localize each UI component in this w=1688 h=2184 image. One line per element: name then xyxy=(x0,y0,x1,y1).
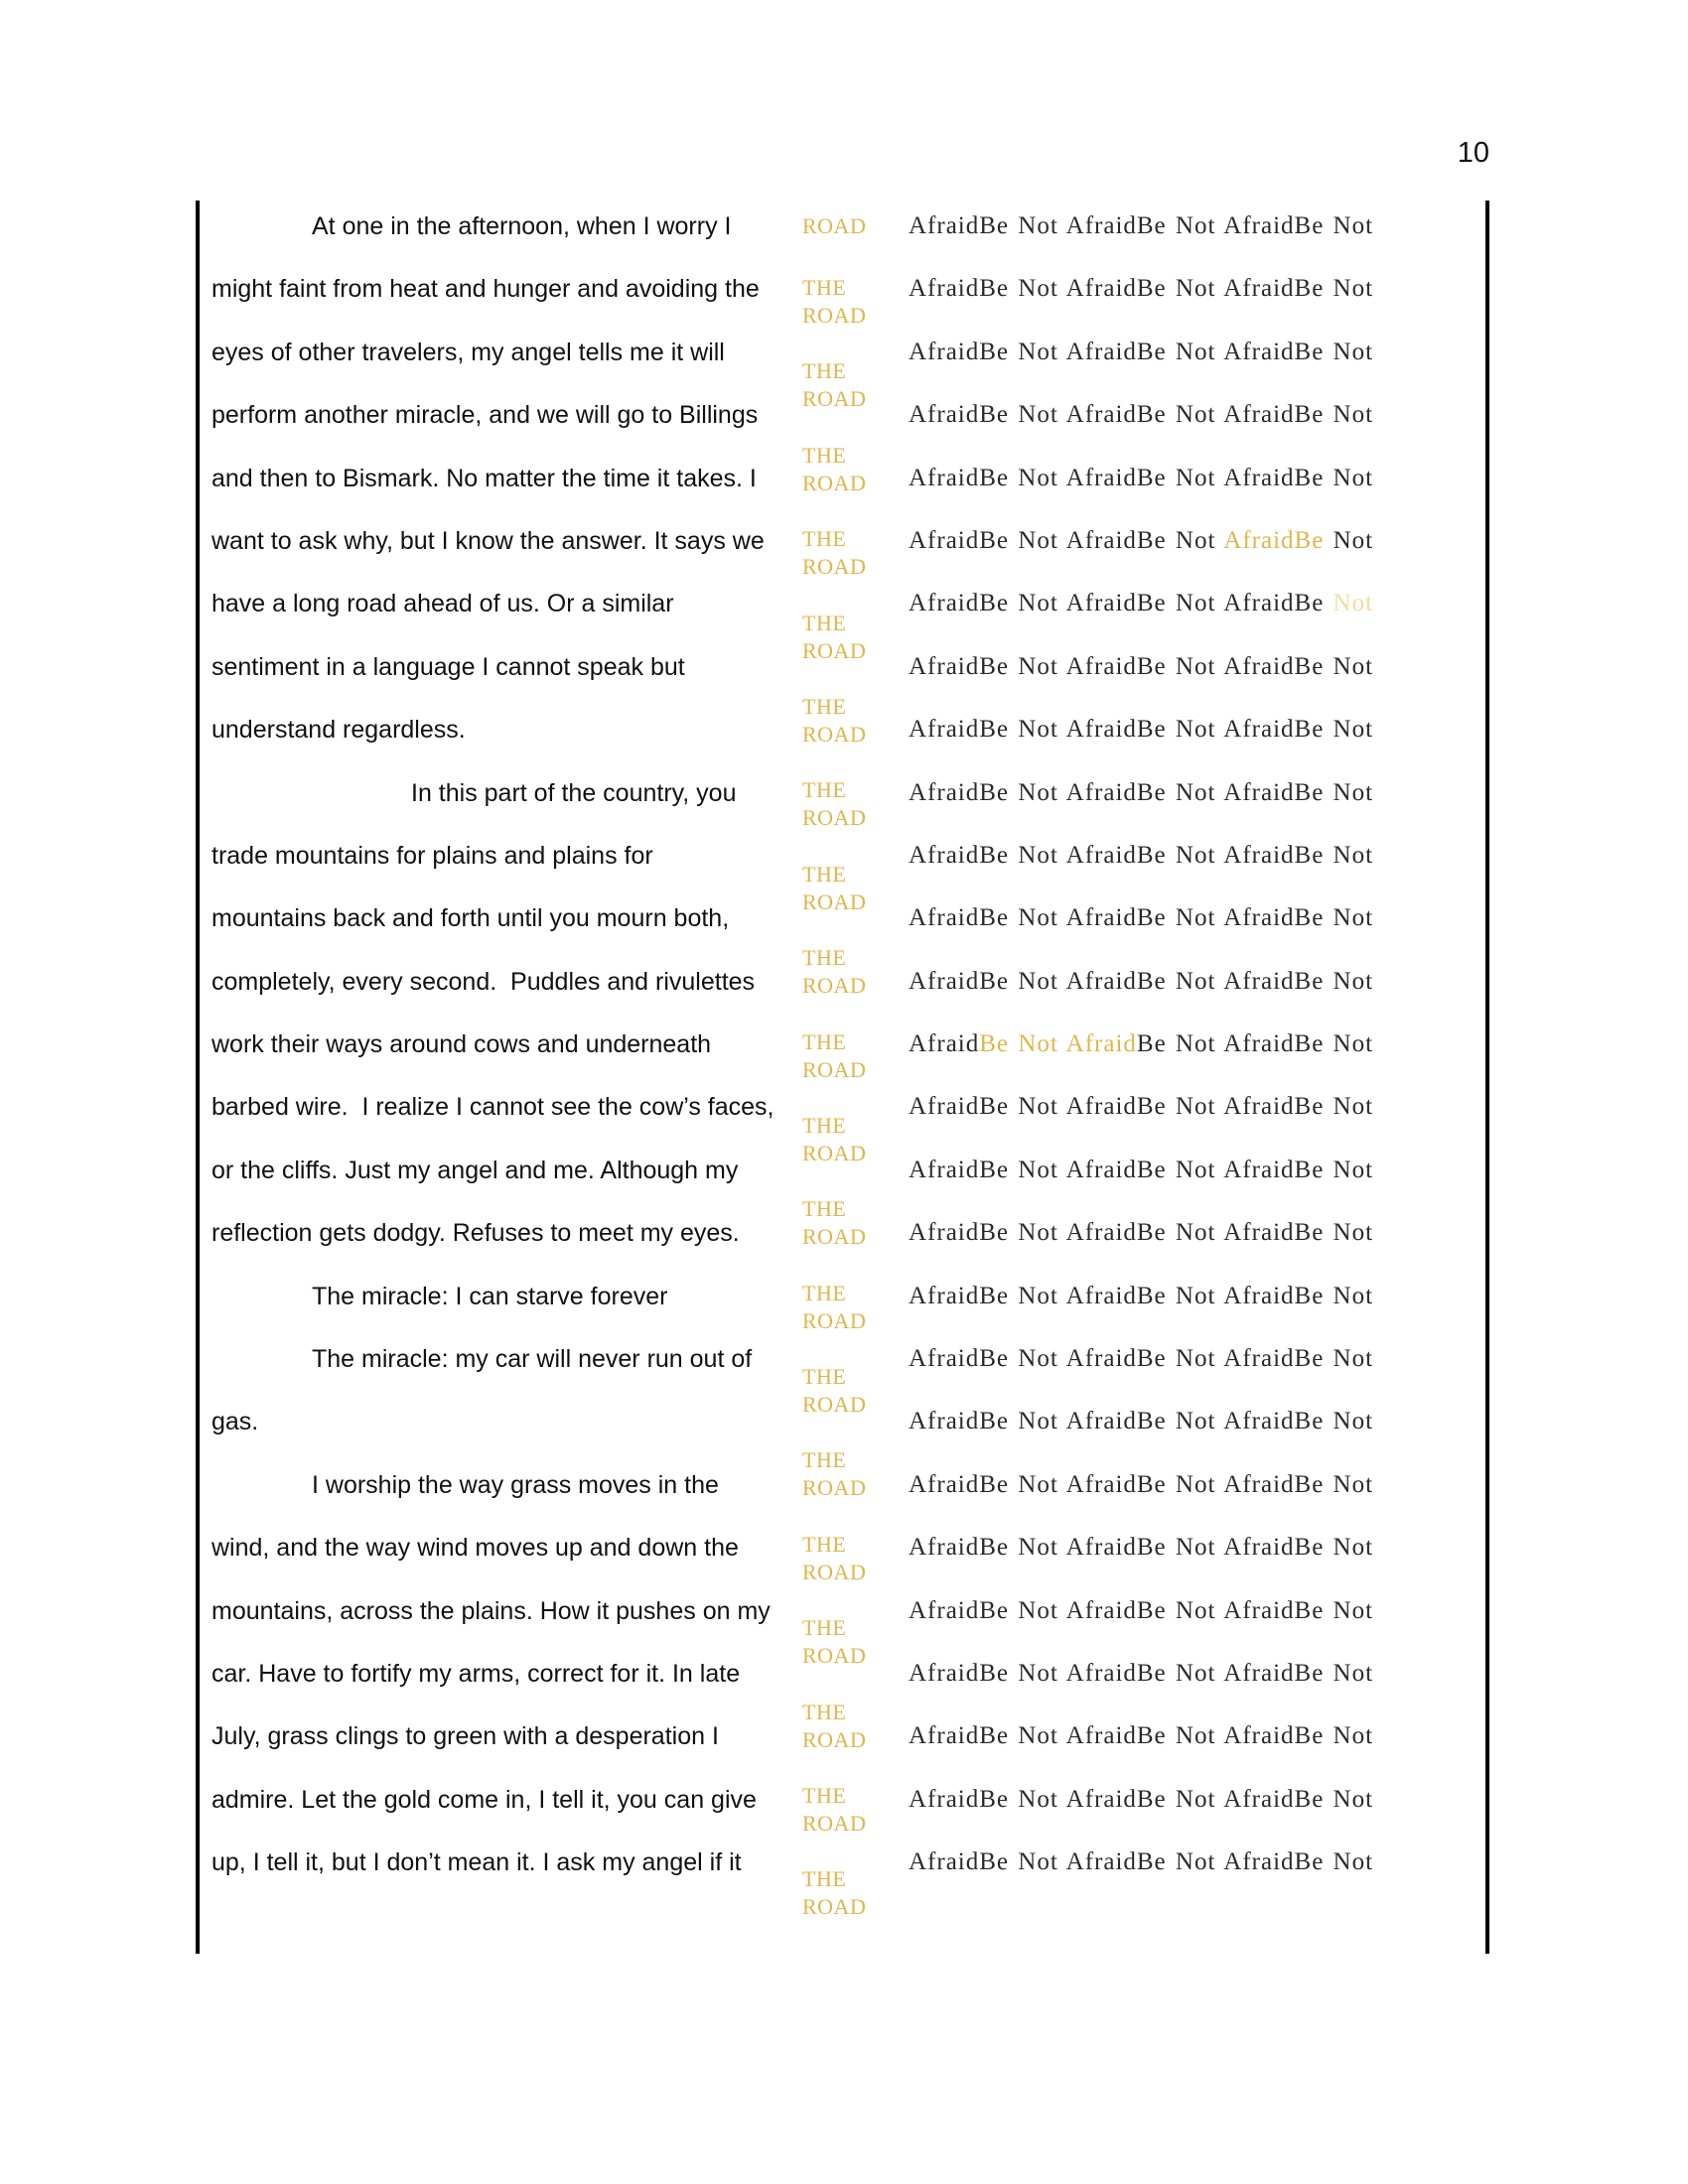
road-pair xyxy=(802,1195,892,1279)
road-word: ROAD xyxy=(802,1056,867,1082)
the-word: THE xyxy=(802,1028,847,1054)
highlighted-phrase: AfraidBe xyxy=(1223,526,1325,554)
the-word: THE xyxy=(802,1615,847,1641)
prose-line: understand regardless. xyxy=(211,716,466,745)
road-word: ROAD xyxy=(802,805,867,831)
afraid-row xyxy=(909,1527,1405,1589)
prose-line: want to ask why, but I know the answer. It says we xyxy=(211,526,765,555)
afraid-phrase: AfraidBe Not AfraidBe Not AfraidBe Not xyxy=(909,1659,1374,1687)
afraid-phrase: AfraidBe Not AfraidBe Not AfraidBe Not xyxy=(909,1219,1374,1247)
afraid-row xyxy=(909,897,1405,960)
afraid-row xyxy=(909,520,1405,583)
afraid-row xyxy=(909,1590,1405,1653)
afraid-row xyxy=(909,1779,1405,1842)
road-word: ROAD xyxy=(802,1726,867,1752)
afraid-phrase: AfraidBe Not AfraidBe Not AfraidBe Not xyxy=(909,1093,1374,1121)
road-pair xyxy=(802,442,892,525)
road-pair xyxy=(802,1614,892,1698)
the-word: THE xyxy=(802,442,847,468)
afraid-phrase: AfraidBe Not AfraidBe Not xyxy=(909,526,1224,554)
afraid-row xyxy=(909,1212,1405,1275)
afraid-phrase: AfraidBe Not AfraidBe Not AfraidBe Not xyxy=(909,1848,1374,1876)
afraid-phrase: AfraidBe Not AfraidBe Not AfraidBe xyxy=(909,590,1334,617)
road-word: ROAD xyxy=(802,1140,867,1165)
afraid-phrase: AfraidBe Not AfraidBe Not AfraidBe Not xyxy=(909,652,1374,680)
prose-line: gas. xyxy=(211,1408,259,1436)
road-pair xyxy=(802,1028,892,1112)
left-margin-rule xyxy=(196,201,200,1954)
prose-line: have a long road ahead of us. Or a similar xyxy=(211,590,674,618)
prose-line: perform another miracle, and we will go to Billings xyxy=(211,401,759,430)
afraid-phrase: AfraidBe Not AfraidBe Not AfraidBe Not xyxy=(909,338,1374,365)
road-column xyxy=(802,212,892,1950)
afraid-phrase: AfraidBe Not AfraidBe Not AfraidBe Not xyxy=(909,1596,1374,1624)
afraid-row xyxy=(909,1715,1405,1778)
afraid-phrase: AfraidBe Not AfraidBe Not AfraidBe Not xyxy=(909,1282,1374,1309)
prose-column xyxy=(211,205,787,1905)
afraid-phrase: AfraidBe Not AfraidBe Not AfraidBe Not xyxy=(909,1345,1374,1373)
prose-line: and then to Bismark. No matter the time it takes. I xyxy=(211,464,757,492)
prose-line: sentiment in a language I cannot speak but xyxy=(211,652,685,681)
afraid-row xyxy=(909,961,1405,1024)
road-word: ROAD xyxy=(802,213,867,238)
prose-line: reflection gets dodgy. Refuses to meet my eyes. xyxy=(211,1219,740,1248)
prose-line: up, I tell it, but I don’t mean it. I ask my angel if it xyxy=(211,1848,742,1877)
prose-line: I worship the way grass moves in the xyxy=(312,1470,719,1499)
highlighted-phrase: Be Not Afraid xyxy=(979,1030,1137,1058)
prose-line: might faint from heat and hunger and avoiding the xyxy=(211,275,760,304)
afraid-phrase: AfraidBe Not AfraidBe Not AfraidBe Not xyxy=(909,1722,1374,1750)
highlighted-phrase: Not xyxy=(1333,590,1374,617)
road-pair xyxy=(802,357,892,441)
afraid-phrase: AfraidBe Not AfraidBe Not AfraidBe Not xyxy=(909,275,1374,303)
road-word: ROAD xyxy=(802,1475,867,1501)
road-pair xyxy=(802,1699,892,1782)
road-pair xyxy=(802,944,892,1027)
road-word: ROAD xyxy=(802,1811,867,1837)
page-number: 10 xyxy=(1457,137,1489,169)
road-pair xyxy=(802,1865,892,1949)
afraid-row xyxy=(909,1276,1405,1338)
road-pair xyxy=(802,1280,892,1363)
road-pair xyxy=(802,693,892,776)
road-pair xyxy=(802,1112,892,1195)
afraid-row xyxy=(909,394,1405,457)
afraid-row xyxy=(909,772,1405,835)
road-word: ROAD xyxy=(802,303,867,328)
road-pair xyxy=(802,1782,892,1865)
road-word: ROAD xyxy=(802,721,867,747)
road-pair xyxy=(802,274,892,357)
road-pair xyxy=(802,776,892,860)
the-word: THE xyxy=(802,693,847,719)
the-word: THE xyxy=(802,1531,847,1557)
prose-line: July, grass clings to green with a desperation I xyxy=(211,1722,719,1751)
afraid-phrase: AfraidBe Not AfraidBe Not AfraidBe Not xyxy=(909,778,1374,806)
afraid-phrase: AfraidBe Not AfraidBe Not AfraidBe Not xyxy=(909,1156,1374,1183)
afraid-phrase: AfraidBe Not AfraidBe Not AfraidBe Not xyxy=(909,1470,1374,1498)
the-word: THE xyxy=(802,777,847,803)
afraid-row xyxy=(909,1842,1405,1904)
afraid-row xyxy=(909,1150,1405,1212)
prose-line: eyes of other travelers, my angel tells me it will xyxy=(211,338,725,366)
road-pair xyxy=(802,1531,892,1614)
road-word: ROAD xyxy=(802,1894,867,1920)
afraid-row xyxy=(909,709,1405,771)
afraid-phrase: AfraidBe Not AfraidBe Not AfraidBe Not xyxy=(909,841,1374,869)
the-word: THE xyxy=(802,358,847,384)
afraid-row xyxy=(909,1086,1405,1149)
afraid-row xyxy=(909,205,1405,268)
road-pair xyxy=(802,861,892,944)
road-word: ROAD xyxy=(802,1392,867,1418)
prose-line: barbed wire. I realize I cannot see the cow’s faces, xyxy=(211,1093,774,1122)
afraid-phrase: AfraidBe Not AfraidBe Not AfraidBe Not xyxy=(909,464,1374,491)
afraid-row xyxy=(909,1338,1405,1401)
the-word: THE xyxy=(802,275,847,300)
road-word: ROAD xyxy=(802,470,867,495)
road-word: ROAD xyxy=(802,1307,867,1333)
road-pair xyxy=(802,525,892,609)
the-word: THE xyxy=(802,945,847,971)
afraid-phrase: Be Not AfraidBe Not xyxy=(1136,1030,1374,1058)
afraid-row xyxy=(909,1024,1405,1086)
prose-line: work their ways around cows and underneath xyxy=(211,1030,712,1059)
the-word: THE xyxy=(802,861,847,887)
road-word: ROAD xyxy=(802,1559,867,1584)
road-pair xyxy=(802,610,892,693)
prose-line: admire. Let the gold come in, I tell it, you can give xyxy=(211,1785,757,1814)
afraid-row xyxy=(909,332,1405,394)
prose-line: mountains, across the plains. How it pushes on my xyxy=(211,1596,771,1625)
afraid-row xyxy=(909,268,1405,331)
afraid-phrase: AfraidBe Not AfraidBe Not AfraidBe Not xyxy=(909,904,1374,932)
prose-line: completely, every second. Puddles and rivulettes xyxy=(211,967,756,996)
the-word: THE xyxy=(802,610,847,635)
the-word: THE xyxy=(802,1699,847,1724)
the-word: THE xyxy=(802,1447,847,1473)
road-word: ROAD xyxy=(802,637,867,663)
afraid-phrase: AfraidBe Not AfraidBe Not AfraidBe Not xyxy=(909,716,1374,744)
afraid-phrase: AfraidBe Not AfraidBe Not AfraidBe Not xyxy=(909,1408,1374,1435)
prose-line: car. Have to fortify my arms, correct for it. In late xyxy=(211,1659,741,1688)
afraid-phrase: Afraid xyxy=(909,1030,980,1058)
prose-line: wind, and the way wind moves up and down the xyxy=(211,1534,739,1563)
afraid-phrase: AfraidBe Not AfraidBe Not AfraidBe Not xyxy=(909,1785,1374,1813)
road-word: ROAD xyxy=(802,1224,867,1250)
afraid-phrase: Not xyxy=(1324,526,1374,554)
afraid-row xyxy=(909,1464,1405,1527)
afraid-row xyxy=(909,458,1405,520)
afraid-phrase: AfraidBe Not AfraidBe Not AfraidBe Not xyxy=(909,967,1374,995)
prose-line: In this part of the country, you xyxy=(411,778,737,807)
prose-line: mountains back and forth until you mourn both, xyxy=(211,904,730,933)
afraid-row xyxy=(909,835,1405,897)
the-word: THE xyxy=(802,1364,847,1390)
afraid-column xyxy=(909,205,1405,1905)
road-word: ROAD xyxy=(802,973,867,999)
afraid-row xyxy=(909,1653,1405,1715)
the-word: THE xyxy=(802,1280,847,1305)
road-word: ROAD xyxy=(802,554,867,580)
road-word: ROAD xyxy=(802,888,867,914)
road-pair xyxy=(802,1363,892,1446)
afraid-phrase: AfraidBe Not AfraidBe Not AfraidBe Not xyxy=(909,212,1374,239)
afraid-row xyxy=(909,1401,1405,1463)
afraid-phrase: AfraidBe Not AfraidBe Not AfraidBe Not xyxy=(909,1534,1374,1562)
the-word: THE xyxy=(802,1866,847,1892)
road-word: ROAD xyxy=(802,1643,867,1669)
road-word: ROAD xyxy=(802,386,867,412)
road-pair xyxy=(802,1446,892,1530)
prose-line: The miracle: I can starve forever xyxy=(312,1282,668,1310)
prose-line: At one in the afternoon, when I worry I xyxy=(312,212,732,240)
right-margin-rule xyxy=(1485,201,1489,1954)
the-word: THE xyxy=(802,1783,847,1809)
prose-line: The miracle: my car will never run out of xyxy=(312,1345,753,1374)
the-word: THE xyxy=(802,1112,847,1138)
afraid-phrase: AfraidBe Not AfraidBe Not AfraidBe Not xyxy=(909,401,1374,429)
prose-line: or the cliffs. Just my angel and me. Although my xyxy=(211,1156,739,1184)
the-word: THE xyxy=(802,526,847,552)
afraid-row xyxy=(909,583,1405,645)
afraid-row xyxy=(909,646,1405,709)
the-word: THE xyxy=(802,1196,847,1222)
prose-line: trade mountains for plains and plains for xyxy=(211,841,653,870)
